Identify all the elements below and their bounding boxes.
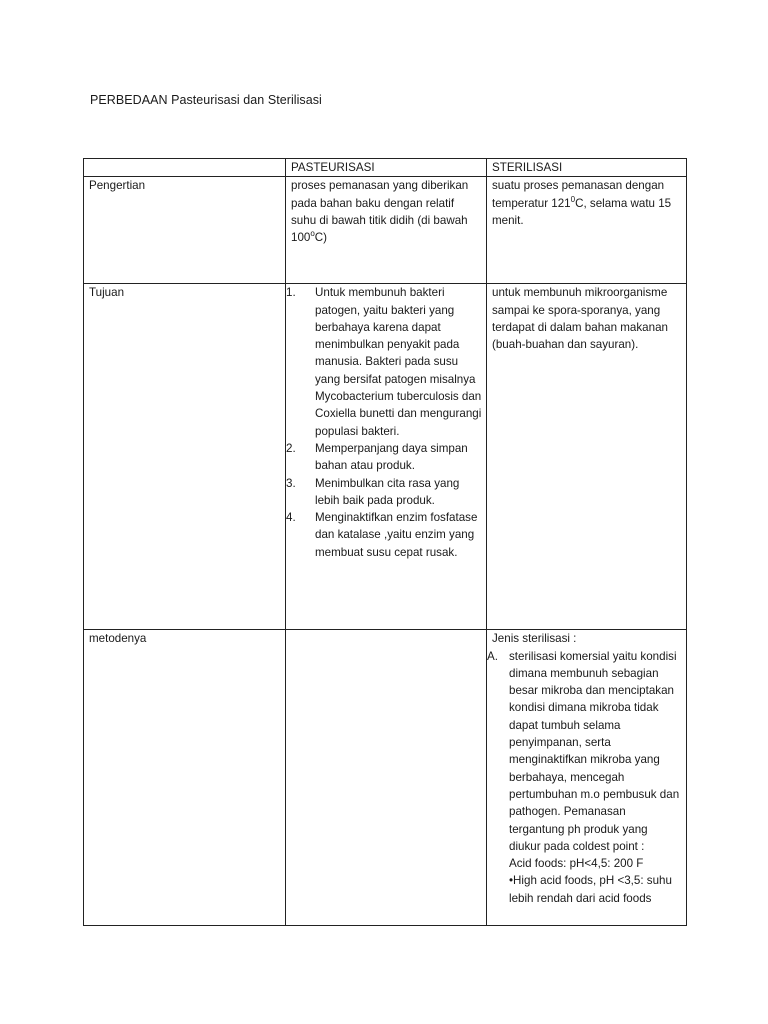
list-text: Untuk membunuh bakteri patogen, yaitu bakteri yang berbahaya karena dapat menimbulkan penyakit pada manusia. Bakteri pada susu yang bersifat patogen misalnya Mycobacterium tuberculosis dan Coxiella bunetti dan mengurangi populasi bakteri. (315, 286, 482, 438)
list-item (487, 648, 682, 907)
acid-foods-line: Acid foods: pH<4,5: 200 F (509, 857, 644, 871)
header-empty (84, 159, 286, 177)
list-number: 2. (286, 441, 296, 455)
comparison-table (83, 158, 687, 926)
list-number: 3. (286, 476, 296, 490)
pengertian-sterilisasi-unit: C, selama watu 15 menit. (492, 196, 672, 227)
cell-tujuan-pasteurisasi (286, 284, 487, 630)
row-label-metodenya: metodenya (84, 630, 286, 926)
list-item (286, 440, 482, 475)
cell-metodenya-sterilisasi (487, 630, 687, 926)
pengertian-sterilisasi-text: suatu proses pemanasan dengan temperatur 121 (492, 179, 665, 210)
list-letter: A. (487, 649, 498, 663)
degree-symbol: o (310, 229, 315, 239)
list-text: Menginaktifkan enzim fosfatase dan katalase ,yaitu enzim yang membuat susu cepat rusak. (315, 511, 478, 559)
header-pasteurisasi: PASTEURISASI (286, 159, 487, 177)
document-title: PERBEDAAN Pasteurisasi dan Sterilisasi (90, 93, 322, 107)
list-number: 4. (286, 511, 296, 525)
sterilisasi-type-list (487, 648, 682, 907)
sterilisasi-intro: Jenis sterilisasi : (492, 632, 577, 646)
list-item (286, 509, 482, 561)
pengertian-pasteurisasi-unit: C) (314, 231, 328, 245)
row-label-tujuan: Tujuan (84, 284, 286, 630)
table-row-pengertian (84, 177, 687, 284)
degree-symbol: 0 (570, 194, 576, 204)
list-text: Memperpanjang daya simpan bahan atau produk. (315, 441, 468, 473)
list-text: sterilisasi komersial yaitu kondisi dimana membunuh sebagian besar mikroba dan menciptakan kondisi dimana mikroba tidak dapat tumbuh selama penyimpanan, serta menginaktifkan mikroba yang berbahaya, mencegah pertumbuhan m.o pembusuk dan pathogen. Pemanasan tergantung ph produk yang diukur pada coldest point : (509, 649, 680, 853)
tujuan-list (286, 284, 482, 561)
high-acid-foods-line: •High acid foods, pH <3,5: suhu lebih rendah dari acid foods (509, 874, 672, 905)
list-item (286, 475, 482, 510)
list-number: 1. (286, 286, 296, 300)
cell-pengertian-sterilisasi (487, 177, 687, 284)
cell-tujuan-sterilisasi: untuk membunuh mikroorganisme sampai ke spora-sporanya, yang terdapat di dalam bahan makanan (buah-buahan dan sayuran). (487, 284, 687, 630)
table-row-tujuan (84, 284, 687, 630)
list-text: Menimbulkan cita rasa yang lebih baik pada produk. (315, 476, 460, 507)
table-row-metodenya (84, 630, 687, 926)
pengertian-pasteurisasi-text: proses pemanasan yang diberikan pada bahan baku dengan relatif suhu di bawah titik didih (di bawah 100 (291, 179, 469, 245)
cell-metodenya-pasteurisasi (286, 630, 487, 926)
header-sterilisasi: STERILISASI (487, 159, 687, 177)
cell-pengertian-pasteurisasi (286, 177, 487, 284)
table-header-row (84, 159, 687, 177)
list-item (286, 284, 482, 440)
row-label-pengertian: Pengertian (84, 177, 286, 284)
